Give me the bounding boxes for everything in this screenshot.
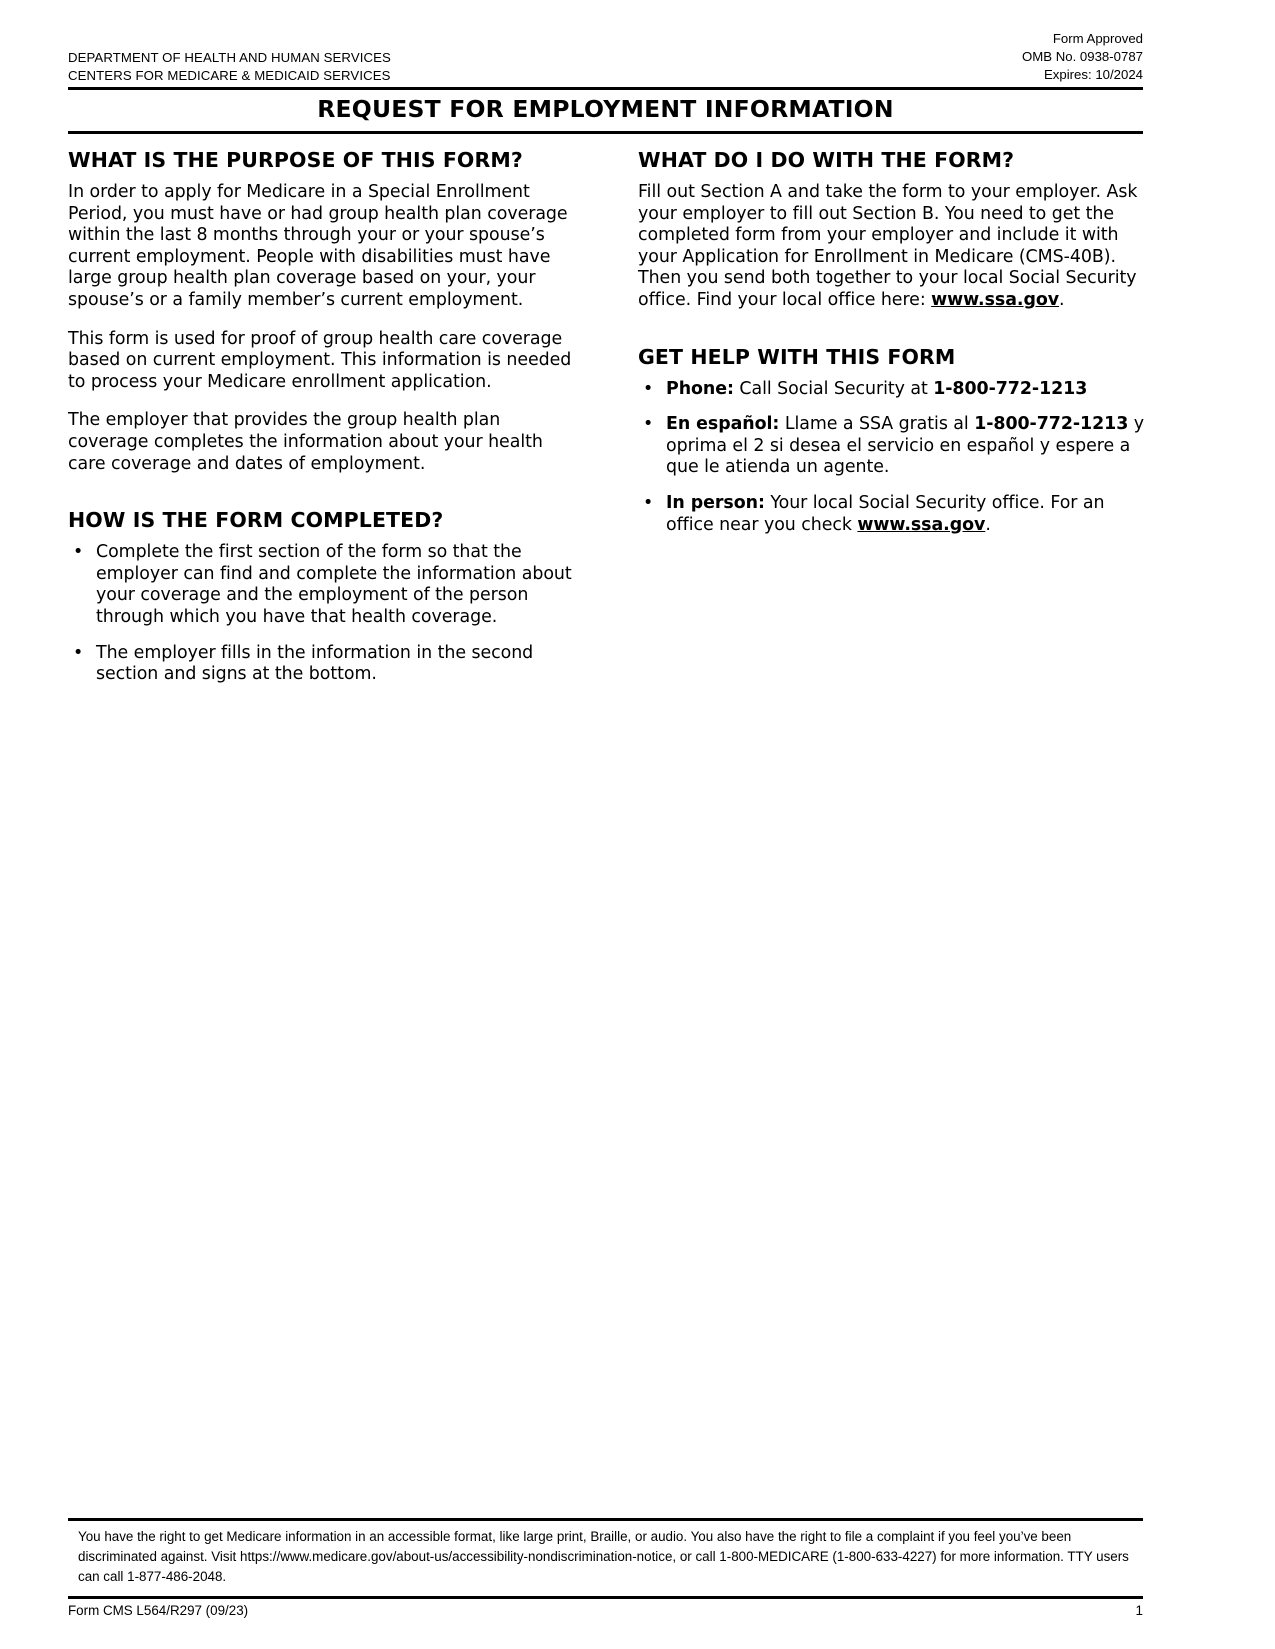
purpose-paragraph-2: This form is used for proof of group health care coverage based on current employment. This information is needed to process your Medicare enrollment application.	[68, 328, 572, 392]
agency-block	[68, 30, 391, 84]
agency-center-line: CENTERS FOR MEDICARE & MEDICAID SERVICES	[68, 67, 391, 83]
list-item	[68, 643, 576, 686]
list-item-text: Complete the first section of the form so that the employer can find and complete the information about your coverage and the employment of the person through which you have that health coverage.	[96, 542, 572, 627]
help-spanish-text-a: Llame a SSA gratis al	[779, 414, 975, 435]
list-item	[638, 379, 1146, 401]
form-identifier: Form CMS L564/R297 (09/23)	[68, 1603, 249, 1618]
page-header	[68, 30, 1143, 84]
help-inperson-text: Your local Social Security office. For an office near you check	[666, 492, 1105, 535]
header-divider	[68, 87, 1143, 90]
what-do-text: Fill out Section A and take the form to your employer. Ask your employer to fill out Section B. You need to get the completed form from your employer and include it with your Application for Enrollment in Medicare (CMS-40B). Then you send both together to your local Social Security office. Find your local office here:	[638, 182, 1138, 310]
get-help-heading: GET HELP WITH THIS FORM	[638, 344, 956, 369]
purpose-paragraph-3: The employer that provides the group health plan coverage completes the information about your health care coverage and dates of employment.	[68, 410, 543, 474]
purpose-heading: WHAT IS THE PURPOSE OF THIS FORM?	[68, 148, 523, 172]
get-help-list	[638, 379, 1146, 537]
how-completed-list	[68, 542, 576, 686]
help-spanish-label: En español:	[666, 414, 780, 435]
right-column	[638, 148, 1146, 686]
help-phone-label: Phone:	[666, 378, 734, 399]
title-divider	[68, 131, 1143, 134]
list-item-text: The employer fills in the information in the second section and signs at the bottom.	[96, 642, 534, 685]
list-item	[638, 493, 1146, 536]
help-inperson-end: .	[985, 514, 991, 535]
help-spanish-number: 1-800-772-1213	[974, 414, 1129, 435]
help-phone-number: 1-800-772-1213	[933, 378, 1088, 399]
nondiscrimination-notice: You have the right to get Medicare information in an accessible format, like large print, Braille, or audio. You also have the right to file a complaint if you feel you’ve been discriminated against. Visit https://www.medicare.gov/about-us/accessibility-nondiscrimination-notice, or call 1-800-MEDICARE (1-800-633-4227) for more information. TTY users can call 1-877-486-2048.	[78, 1529, 1129, 1584]
how-completed-heading: HOW IS THE FORM COMPLETED?	[68, 508, 444, 533]
ssa-website-link[interactable]: www.ssa.gov	[931, 289, 1060, 310]
left-column	[68, 148, 576, 686]
ssa-website-link-2[interactable]: www.ssa.gov	[857, 514, 986, 535]
bullet-icon: •	[73, 642, 84, 663]
page-footer	[68, 1602, 1143, 1620]
help-spanish-text-b: y oprima el 2 si desea el servicio en español y espere a que le atienda un agente.	[666, 414, 1144, 478]
bullet-icon: •	[643, 414, 654, 435]
list-item	[68, 542, 576, 628]
footer-divider	[68, 1596, 1143, 1599]
notice-divider	[68, 1518, 1143, 1521]
bullet-icon: •	[643, 492, 654, 513]
what-do-text-end: .	[1059, 289, 1065, 310]
bullet-icon: •	[73, 542, 84, 563]
page-title: REQUEST FOR EMPLOYMENT INFORMATION	[317, 95, 894, 123]
omb-number: OMB No. 0938-0787	[1022, 49, 1143, 64]
purpose-paragraph-1: In order to apply for Medicare in a Special Enrollment Period, you must have or had group health plan coverage within the last 8 months through your or your spouse’s current employment. People with disabilities must have large group health plan coverage based on your, your spouse’s or a family member’s current employment.	[68, 182, 568, 310]
help-phone-text: Call Social Security at	[733, 378, 934, 399]
what-do-heading: WHAT DO I DO WITH THE FORM?	[638, 148, 1015, 172]
bullet-icon: •	[643, 378, 654, 399]
help-inperson-label: In person:	[666, 492, 765, 513]
page-number: 1	[1135, 1603, 1143, 1618]
agency-department-line: DEPARTMENT OF HEALTH AND HUMAN SERVICES	[68, 50, 391, 65]
list-item	[638, 414, 1146, 479]
expiration-date: Expires: 10/2024	[1044, 67, 1143, 82]
form-approval-block	[1022, 30, 1143, 84]
what-do-paragraph	[638, 182, 1146, 312]
body-columns	[68, 148, 1146, 686]
form-approved-label: Form Approved	[1052, 31, 1143, 46]
